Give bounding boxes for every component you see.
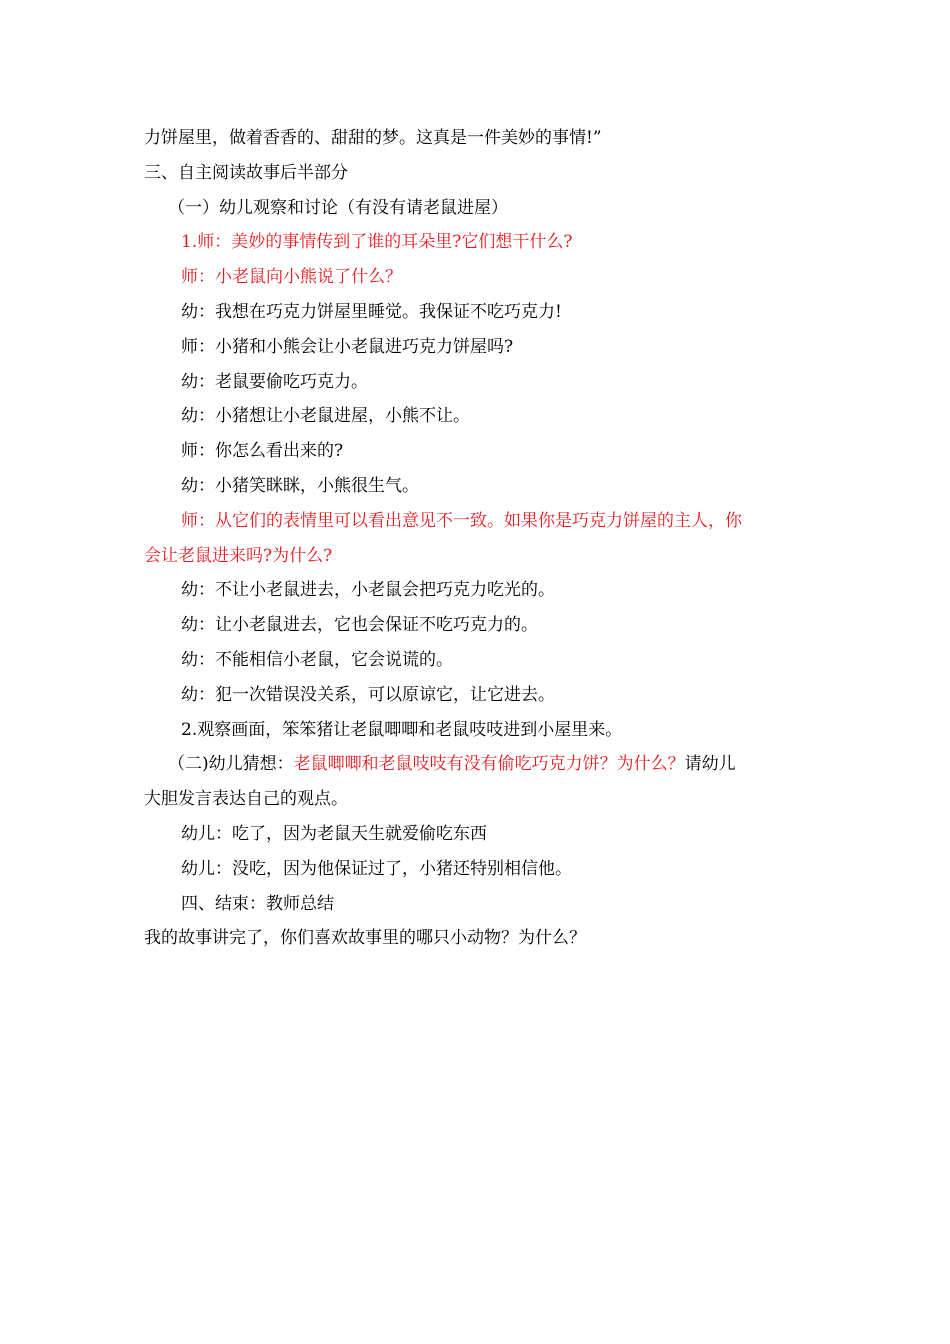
guess-question: 老鼠唧唧和老鼠吱吱有没有偷吃巧克力饼？为什么？ [293, 754, 685, 775]
child-answer: 幼：犯一次错误没关系，可以原谅它，让它进去。 [181, 684, 555, 705]
document-body [144, 121, 814, 956]
child-answer: 幼：让小老鼠进去，它也会保证不吃巧克力的。 [181, 615, 538, 636]
child-answer: 幼：小猪想让小老鼠进屋，小熊不让。 [181, 406, 470, 427]
child-answer: 幼：老鼠要偷吃巧克力。 [181, 371, 368, 392]
section-heading: 四、结束：教师总结 [181, 893, 334, 914]
text-line: 大胆发言表达自己的观点。 [144, 789, 348, 810]
instruction-text: 请幼儿 [684, 754, 736, 775]
child-answer: 幼儿：吃了，因为老鼠天生就爱偷吃东西 [181, 823, 487, 844]
closing-text: 我的故事讲完了，你们喜欢故事里的哪只小动物？为什么？ [144, 928, 586, 949]
teacher-question: 师：你怎么看出来的? [181, 441, 344, 462]
subsection-label: （二)幼儿猜想： [168, 754, 294, 775]
teacher-question: 1.师：美妙的事情传到了谁的耳朵里?它们想干什么? [181, 232, 573, 253]
child-answer: 幼：不让小老鼠进去，小老鼠会把巧克力吃光的。 [181, 580, 555, 601]
teacher-question: 师：小老鼠向小熊说了什么？ [181, 267, 402, 288]
step-item: 2.观察画面，笨笨猪让老鼠唧唧和老鼠吱吱进到小屋里来。 [181, 719, 623, 740]
teacher-question: 师：小猪和小熊会让小老鼠进巧克力饼屋吗? [181, 336, 514, 357]
child-answer: 幼：小猪笑眯眯，小熊很生气。 [181, 475, 419, 496]
teacher-question-continued: 会让老鼠进来吗?为什么? [144, 545, 333, 566]
child-answer: 幼：不能相信小老鼠，它会说谎的。 [181, 649, 453, 670]
section-heading: 三、自主阅读故事后半部分 [144, 162, 348, 183]
subsection-heading [144, 747, 814, 782]
teacher-question: 师：从它们的表情里可以看出意见不一致。如果你是巧克力饼屋的主人，你 [181, 510, 742, 531]
text-line: 力饼屋里，做着香香的、甜甜的梦。这真是一件美妙的事情!” [144, 128, 602, 148]
child-answer: 幼儿：没吃，因为他保证过了，小猪还特别相信他。 [181, 858, 572, 879]
child-answer: 幼：我想在巧克力饼屋里睡觉。我保证不吃巧克力! [181, 301, 562, 322]
subsection-heading: （一）幼儿观察和讨论（有没有请老鼠进屋） [168, 197, 508, 218]
